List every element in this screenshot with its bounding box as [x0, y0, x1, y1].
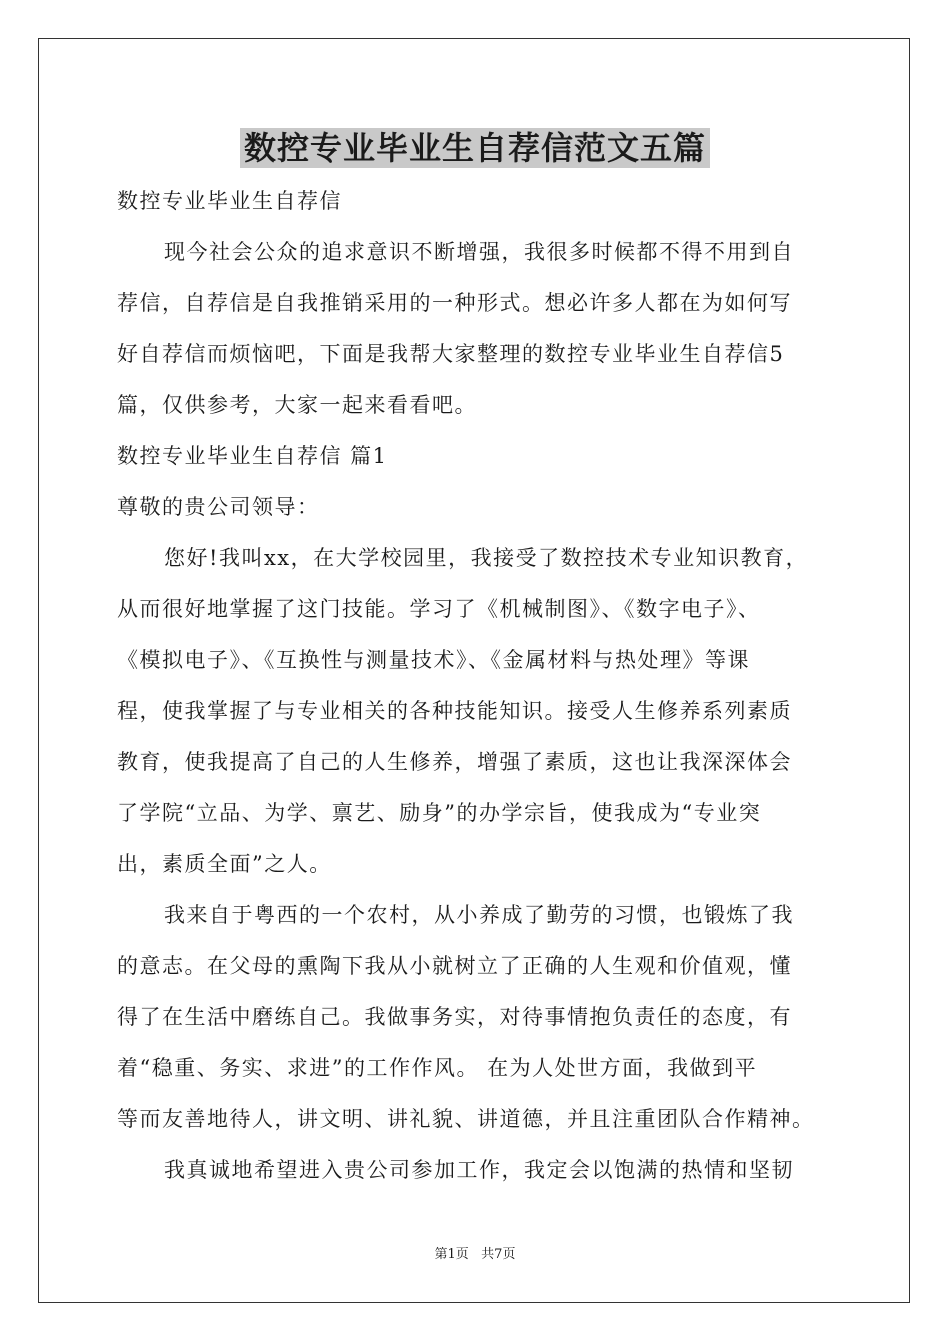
- text-line: 篇，仅供参考，大家一起来看看吧。: [117, 393, 477, 417]
- title-container: [0, 128, 950, 168]
- text-line: 数控专业毕业生自荐信: [117, 189, 342, 213]
- text-line: 教育，使我提高了自己的人生修养，增强了素质，这也让我深深体会: [117, 750, 792, 774]
- text-line: 尊敬的贵公司领导：: [117, 495, 320, 519]
- text-line: 您好!我叫xx，在大学校园里，我接受了数控技术专业知识教育，: [164, 546, 809, 570]
- document-title: 数控专业毕业生自荐信范文五篇: [240, 128, 710, 168]
- text-line: 得了在生活中磨练自己。我做事务实，对待事情抱负责任的态度，有: [117, 1005, 792, 1029]
- text-line: 荐信，自荐信是自我推销采用的一种形式。想必许多人都在为如何写: [117, 291, 792, 315]
- document-body: [117, 176, 837, 1196]
- text-line: 现今社会公众的追求意识不断增强，我很多时候都不得不用到自: [164, 240, 794, 264]
- text-line: 了学院“立品、为学、禀艺、励身”的办学宗旨，使我成为“专业突: [117, 801, 762, 825]
- text-line: 的意志。在父母的熏陶下我从小就树立了正确的人生观和价值观，懂: [117, 954, 792, 978]
- text-line: 等而友善地待人，讲文明、讲礼貌、讲道德，并且注重团队合作精神。: [117, 1107, 815, 1131]
- text-line: 程，使我掌握了与专业相关的各种技能知识。接受人生修养系列素质: [117, 699, 792, 723]
- text-line: 数控专业毕业生自荐信 篇1: [117, 444, 388, 468]
- text-line: 好自荐信而烦恼吧，下面是我帮大家整理的数控专业毕业生自荐信5: [117, 342, 785, 366]
- text-line: 我来自于粤西的一个农村，从小养成了勤劳的习惯，也锻炼了我: [164, 903, 794, 927]
- text-line: 《模拟电子》、《互换性与测量技术》、《金属材料与热处理》等课: [117, 648, 750, 672]
- text-line: 从而很好地掌握了这门技能。学习了《机械制图》、《数字电子》、: [117, 597, 761, 621]
- text-line: 着“稳重、务实、求进”的工作作风。 在为人处世方面，我做到平: [117, 1056, 758, 1080]
- text-line: 我真诚地希望进入贵公司参加工作，我定会以饱满的热情和坚韧: [164, 1158, 794, 1182]
- page-number-footer: 第1页 共7页: [434, 1247, 516, 1262]
- text-line: 出，素质全面”之人。: [117, 852, 332, 876]
